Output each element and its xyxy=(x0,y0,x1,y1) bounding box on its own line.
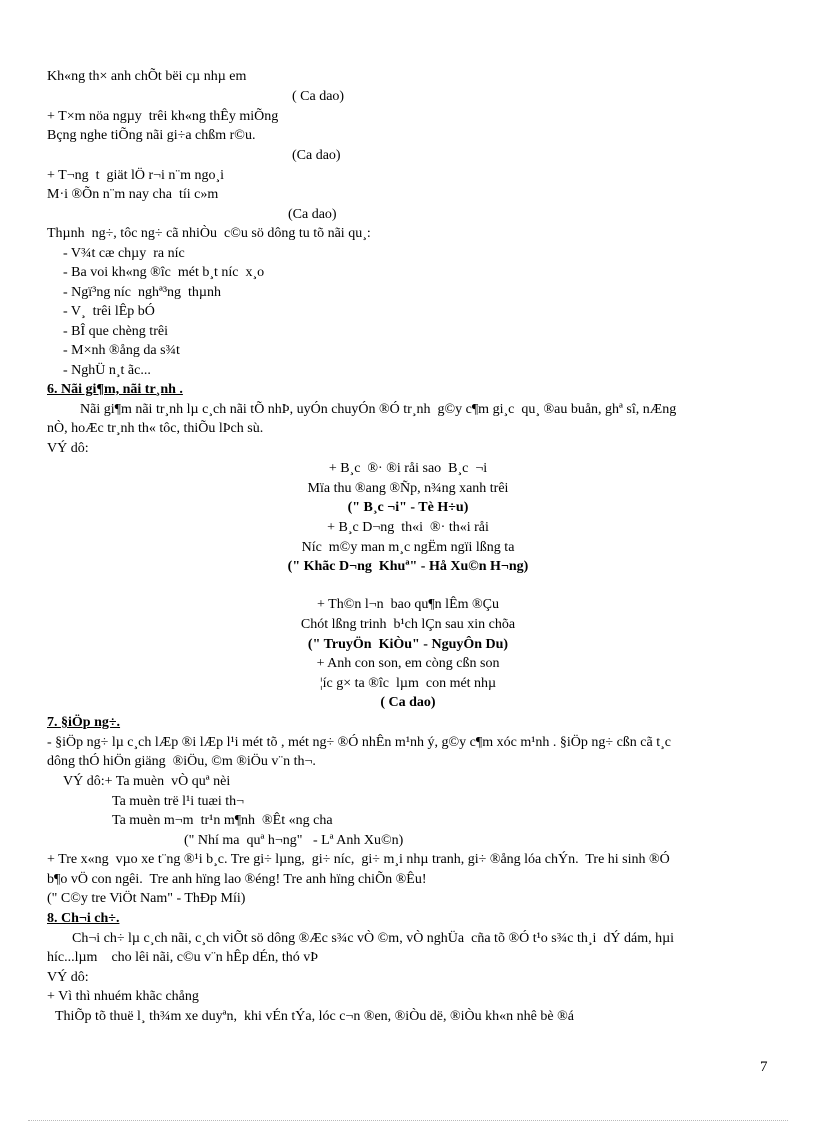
text-line: ThiÕp tõ thuë l¸ th¾m xe duyªn, khi vÉn tÝa, lóc c¬n ®en, ®iÒu dë, ®iÒu kh«n nhê bè ®á xyxy=(55,1009,574,1024)
text-line: (Ca dao) xyxy=(292,148,341,163)
text-line: + T¬ng t giät lÖ r¬i n¨m ngo¸i xyxy=(47,168,225,183)
text-line: híc...lµm cho lêi nãi, c©u v¨n hÊp dÉn, thó vÞ xyxy=(47,950,319,965)
text-line: Ch¬i ch÷ lµ c¸ch nãi, c¸ch viÕt sö dông ®Æc s¾c vÒ ©m, vÒ nghÜa cña tõ ®Ó t¹o s¾c th¸i dÝ dám, hµi xyxy=(72,931,675,946)
text-line: + Vì thì nhuém khãc chång xyxy=(47,989,199,1004)
verse-line: + B¸c ®· ®i råi sao B¸c ¬i xyxy=(328,461,488,476)
text-line: + Tre x«ng vµo xe t¨ng ®¹i b¸c. Tre gi÷ lµng, gi÷ níc, gi÷ m¸i nhµ tranh, gi÷ ®ång lóa chÝn. Tre hi sinh ®Ó xyxy=(47,852,670,867)
verse-line: + Th©n l¬n bao qu¶n lÊm ®Çu xyxy=(317,597,499,612)
text-line: - NghÜ n¸t ãc... xyxy=(63,363,151,378)
verse-line: Ta muèn trë l¹i tuæi th¬ xyxy=(112,794,245,809)
verse-source: (" TruyÖn KiÒu" - NguyÔn Du) xyxy=(307,637,509,652)
verse-source: (" Nhí ma quª h¬ng" - Lª Anh Xu©n) xyxy=(184,833,404,848)
text-line: (Ca dao) xyxy=(288,207,337,222)
page-bottom-rule xyxy=(28,1120,788,1121)
verse-line: ¦íc g× ta ®îc lµm con mét nhµ xyxy=(319,676,497,691)
verse-line: Mïa thu ®ang ®Ñp, n¾ng xanh trêi xyxy=(307,481,509,496)
text-line: - V¸ trêi lÊp bÓ xyxy=(63,304,155,319)
page-number: 7 xyxy=(760,1059,768,1075)
text-line: (" C©y tre ViÖt Nam" - ThÐp Míi) xyxy=(47,891,246,906)
verse-line: Chót lßng trinh b¹ch lÇn sau xin chõa xyxy=(300,617,516,632)
text-line: Nãi gi¶m nãi tr¸nh lµ c¸ch nãi tÕ nhÞ, uyÓn chuyÓn ®Ó tr¸nh g©y c¶m gi¸c qu¸ ®au buån, ghª sî, nÆng xyxy=(80,402,677,417)
section-heading: 8. Ch¬i ch÷. xyxy=(47,911,120,926)
text-line: b¶o vÖ con ngêi. Tre anh hïng lao ®éng! Tre anh hïng chiÕn ®Êu! xyxy=(47,872,427,887)
text-line: + T×m nöa ngµy trêi kh«ng thÊy miÕng xyxy=(47,109,279,124)
verse-line: Níc m©y man m¸c ngËm ngïi lßng ta xyxy=(301,540,515,555)
text-line: M·i ®Õn n¨m nay cha tíi c»m xyxy=(47,187,219,202)
section-heading: 6. Nãi gi¶m, nãi tr¸nh . xyxy=(47,382,183,397)
text-line: - V¾t cæ chµy ra níc xyxy=(63,246,185,261)
text-line: - Ba voi kh«ng ®îc mét b¸t níc x¸o xyxy=(63,265,265,280)
text-line: Bçng nghe tiÕng nãi gi÷a chßm r©u. xyxy=(47,128,256,143)
text-line: dông thÓ hiÖn giäng ®iÖu, ©m ®iÖu v¨n th¬. xyxy=(47,754,316,769)
section-heading: 7. §iÖp ng÷. xyxy=(47,715,121,730)
text-line: Kh«ng th× anh chÕt bëi cµ nhµ em xyxy=(47,69,247,84)
text-line: - M×nh ®ång da s¾t xyxy=(63,343,180,358)
text-line: ( Ca dao) xyxy=(292,89,345,104)
verse-line: + Anh con son, em còng cßn son xyxy=(316,656,500,671)
verse-source: (" Khãc D¬ng Khuª" - Hå Xu©n H¬ng) xyxy=(287,559,529,574)
text-line: - BÎ que chèng trêi xyxy=(63,324,168,339)
text-line: Thµnh ng÷, tôc ng÷ cã nhiÒu c©u sö dông tu tõ nãi qu¸: xyxy=(47,226,371,241)
text-line: VÝ dô:+ Ta muèn vÒ quª nèi xyxy=(63,774,231,789)
verse-source: (" B¸c ¬i" - Tè H÷u) xyxy=(347,500,469,515)
verse-source: ( Ca dao) xyxy=(380,695,436,710)
text-line: nÒ, hoÆc tr¸nh th« tôc, thiÕu lÞch sù. xyxy=(47,421,264,436)
text-line: VÝ dô: xyxy=(47,970,89,985)
text-line: - §iÖp ng÷ lµ c¸ch lÆp ®i lÆp l¹i mét tõ , mét ng÷ ®Ó nhÊn m¹nh ý, g©y c¶m xóc m¹nh . §iÖp ng÷ cßn cã t¸c xyxy=(47,735,671,750)
text-line: VÝ dô: xyxy=(47,441,89,456)
verse-line: Ta muèn m¬m tr¹n m¶nh ®Êt «ng cha xyxy=(112,813,333,828)
text-line: - Ngï³ng níc nghª³ng thµnh xyxy=(63,285,221,300)
verse-line: + B¸c D¬ng th«i ®· th«i råi xyxy=(327,520,489,535)
